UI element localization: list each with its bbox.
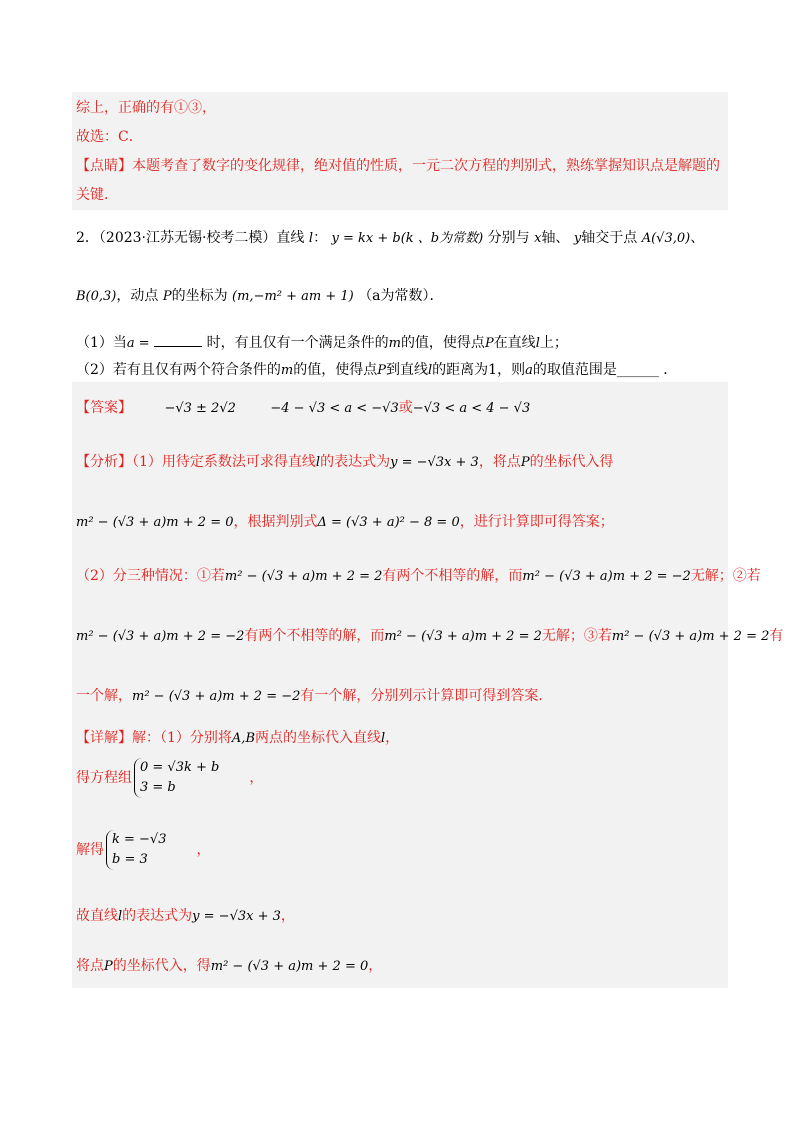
point-p-coord: (m,−m² + am + 1) <box>232 289 354 304</box>
analysis-a3b: 有两个不相等的解，而 <box>382 568 523 584</box>
system2-eq-1: k = −√3 <box>112 832 167 847</box>
system1-eq-2: 3 = b <box>140 780 176 795</box>
analysis-eq-2: m² − (√3 + a)m + 2 = 0 <box>76 515 234 530</box>
analysis-a2b: ，进行计算即可得答案； <box>459 514 614 530</box>
system1-eq-1: 0 = √3k + b <box>140 760 220 775</box>
analysis-eq-6: m² − (√3 + a)m + 2 = −2 <box>76 629 245 644</box>
equation-system-1 <box>134 758 219 798</box>
answer-or: 或 <box>398 400 413 416</box>
part1-var-a: a = <box>126 336 150 351</box>
analysis-a4b: 无解；③若 <box>541 628 612 644</box>
answer-tag: 【答案】 <box>76 400 132 416</box>
remark-line <box>76 156 720 176</box>
part1-b: 时，有且仅有一个满足条件的 <box>206 335 389 351</box>
analysis-l: l <box>315 455 321 470</box>
question-part-2 <box>76 360 677 381</box>
system2-eq-2: b = 3 <box>112 852 148 867</box>
detail-line-4 <box>76 906 295 927</box>
question-part-1 <box>76 332 568 354</box>
detail-line-1 <box>76 728 399 749</box>
analysis-line-2 <box>76 512 614 533</box>
part2-a: （2）若有且仅有两个符合条件的 <box>76 362 281 378</box>
part1-e: 上； <box>539 335 568 351</box>
line-l: l <box>308 231 314 246</box>
analysis-eq-8: m² − (√3 + a)m + 2 = 2 <box>611 629 770 644</box>
y-axis-var: y <box>573 231 582 246</box>
constant-note: （a为常数）． <box>358 288 444 304</box>
remark-tag: 【点睛】 <box>76 158 132 174</box>
answer-blank-1 <box>154 332 202 347</box>
axis-label-1: 轴、 <box>541 230 570 246</box>
analysis-a1c: ，将点 <box>478 454 521 470</box>
detail-d5: 将点 <box>76 958 104 974</box>
detail-d2: 得方程组 <box>76 770 132 786</box>
colon: ： <box>313 230 328 246</box>
detail-d1: 解：（1）分别将 <box>132 730 232 746</box>
detail-line-2 <box>76 758 263 798</box>
analysis-p: P <box>520 455 530 470</box>
detail-eq-11: m² − (√3 + a)m + 2 = 0 <box>210 959 369 974</box>
detail-comma-3: ， <box>280 908 295 924</box>
var-m-2: m <box>280 363 294 378</box>
conclusion-line: 综上，正确的有①③， <box>76 100 216 116</box>
part1-c: 的值，使得点 <box>400 335 485 351</box>
choice-line: 故选：C． <box>76 129 143 145</box>
analysis-a3: （2）分三种情况：①若 <box>76 568 225 584</box>
analysis-a5b: 有一个解，分别列示计算即可得到答案． <box>300 688 553 704</box>
analysis-eq-3: Δ = (√3 + a)² − 8 = 0 <box>317 515 460 530</box>
analysis-tag: 【分析】 <box>76 454 132 470</box>
detail-d5b: 的坐标代入，得 <box>112 958 211 974</box>
analysis-a4c: 有 <box>769 628 784 644</box>
detail-d4b: 的表达式为 <box>122 908 193 924</box>
sep: 、 <box>690 230 705 246</box>
detail-l: l <box>381 731 386 746</box>
part2-e: 的取值范围是______ ． <box>532 362 678 378</box>
point-p: P <box>162 289 172 304</box>
analysis-a1: （1）用待定系数法可求得直线 <box>132 454 316 470</box>
detail-comma-2: ， <box>196 842 211 858</box>
detail-d3: 解得 <box>76 842 104 858</box>
analysis-eq-1: y = −√3x + 3 <box>390 455 479 470</box>
detail-ab: A,B <box>231 731 255 746</box>
detail-d1c: ， <box>385 730 400 746</box>
detail-comma-1: ， <box>249 770 264 786</box>
analysis-eq-9: m² − (√3 + a)m + 2 = −2 <box>132 689 301 704</box>
part2-d: 的距离为1，则 <box>432 362 526 378</box>
analysis-a3c: 无解；②若 <box>690 568 761 584</box>
detail-tag: 【详解】 <box>76 730 132 746</box>
part1-a: （1）当 <box>76 335 127 351</box>
answer-value-3: −√3 < a < 4 − √3 <box>412 401 531 416</box>
analysis-eq-7: m² − (√3 + a)m + 2 = 2 <box>384 629 542 644</box>
analysis-a1d: 的坐标代入得 <box>529 454 614 470</box>
x-axis-var: x <box>534 231 542 246</box>
remark-text: 本题考查了数字的变化规律，绝对值的性质，一元二次方程的判别式，熟练掌握知识点是解题的 <box>132 158 720 174</box>
coord-text: 的坐标为 <box>171 288 228 304</box>
point-a: A(√3,0) <box>641 231 691 246</box>
part2-b: 的值，使得点 <box>293 362 378 378</box>
var-l-2: l <box>428 363 433 378</box>
analysis-line-3 <box>76 566 761 587</box>
detail-comma-4: ， <box>368 958 383 974</box>
remark-line-2: 关键． <box>76 187 118 203</box>
var-l: l <box>535 336 540 351</box>
var-a-2: a <box>525 363 533 378</box>
detail-eq-10: y = −√3x + 3 <box>192 909 281 924</box>
analysis-a2: ，根据判别式 <box>233 514 318 530</box>
var-m: m <box>388 336 401 351</box>
analysis-eq-4: m² − (√3 + a)m + 2 = 2 <box>224 569 383 584</box>
question-number: 2．（2023·江苏无锡·校考二模）直线 <box>76 230 305 246</box>
analysis-line-1 <box>76 452 614 473</box>
equation-system-2 <box>106 830 166 870</box>
moving-point-text: ，动点 <box>116 288 159 304</box>
detail-p: P <box>104 959 113 974</box>
analysis-line-4 <box>76 626 783 647</box>
var-p-2: P <box>377 363 386 378</box>
point-b: B(0,3) <box>76 289 117 304</box>
line-equation: y = kx + b(k 、b为常数) <box>331 231 484 246</box>
question-line-1 <box>76 228 704 249</box>
detail-l-2: l <box>118 909 123 924</box>
axis-label-2: 轴交于点 <box>581 230 638 246</box>
question-line-2 <box>76 286 444 307</box>
detail-line-5 <box>76 956 382 977</box>
part2-c: 到直线 <box>386 362 428 378</box>
analysis-line-5 <box>76 686 552 707</box>
answer-value-1: −√3 ± 2√2 <box>164 401 236 416</box>
answer-value-2: −4 − √3 < a < −√3 <box>270 401 399 416</box>
analysis-a4: 有两个不相等的解，而 <box>244 628 385 644</box>
detail-d1b: 两点的坐标代入直线 <box>255 730 381 746</box>
analysis-a1b: 的表达式为 <box>320 454 391 470</box>
detail-line-3 <box>76 830 210 870</box>
question-mid: 分别与 <box>487 230 530 246</box>
analysis-eq-5: m² − (√3 + a)m + 2 = −2 <box>522 569 691 584</box>
analysis-a5: 一个解， <box>76 688 132 704</box>
part1-d: 在直线 <box>493 335 536 351</box>
answer-line <box>76 398 530 419</box>
detail-d4: 故直线 <box>76 908 118 924</box>
var-p: P <box>484 336 494 351</box>
